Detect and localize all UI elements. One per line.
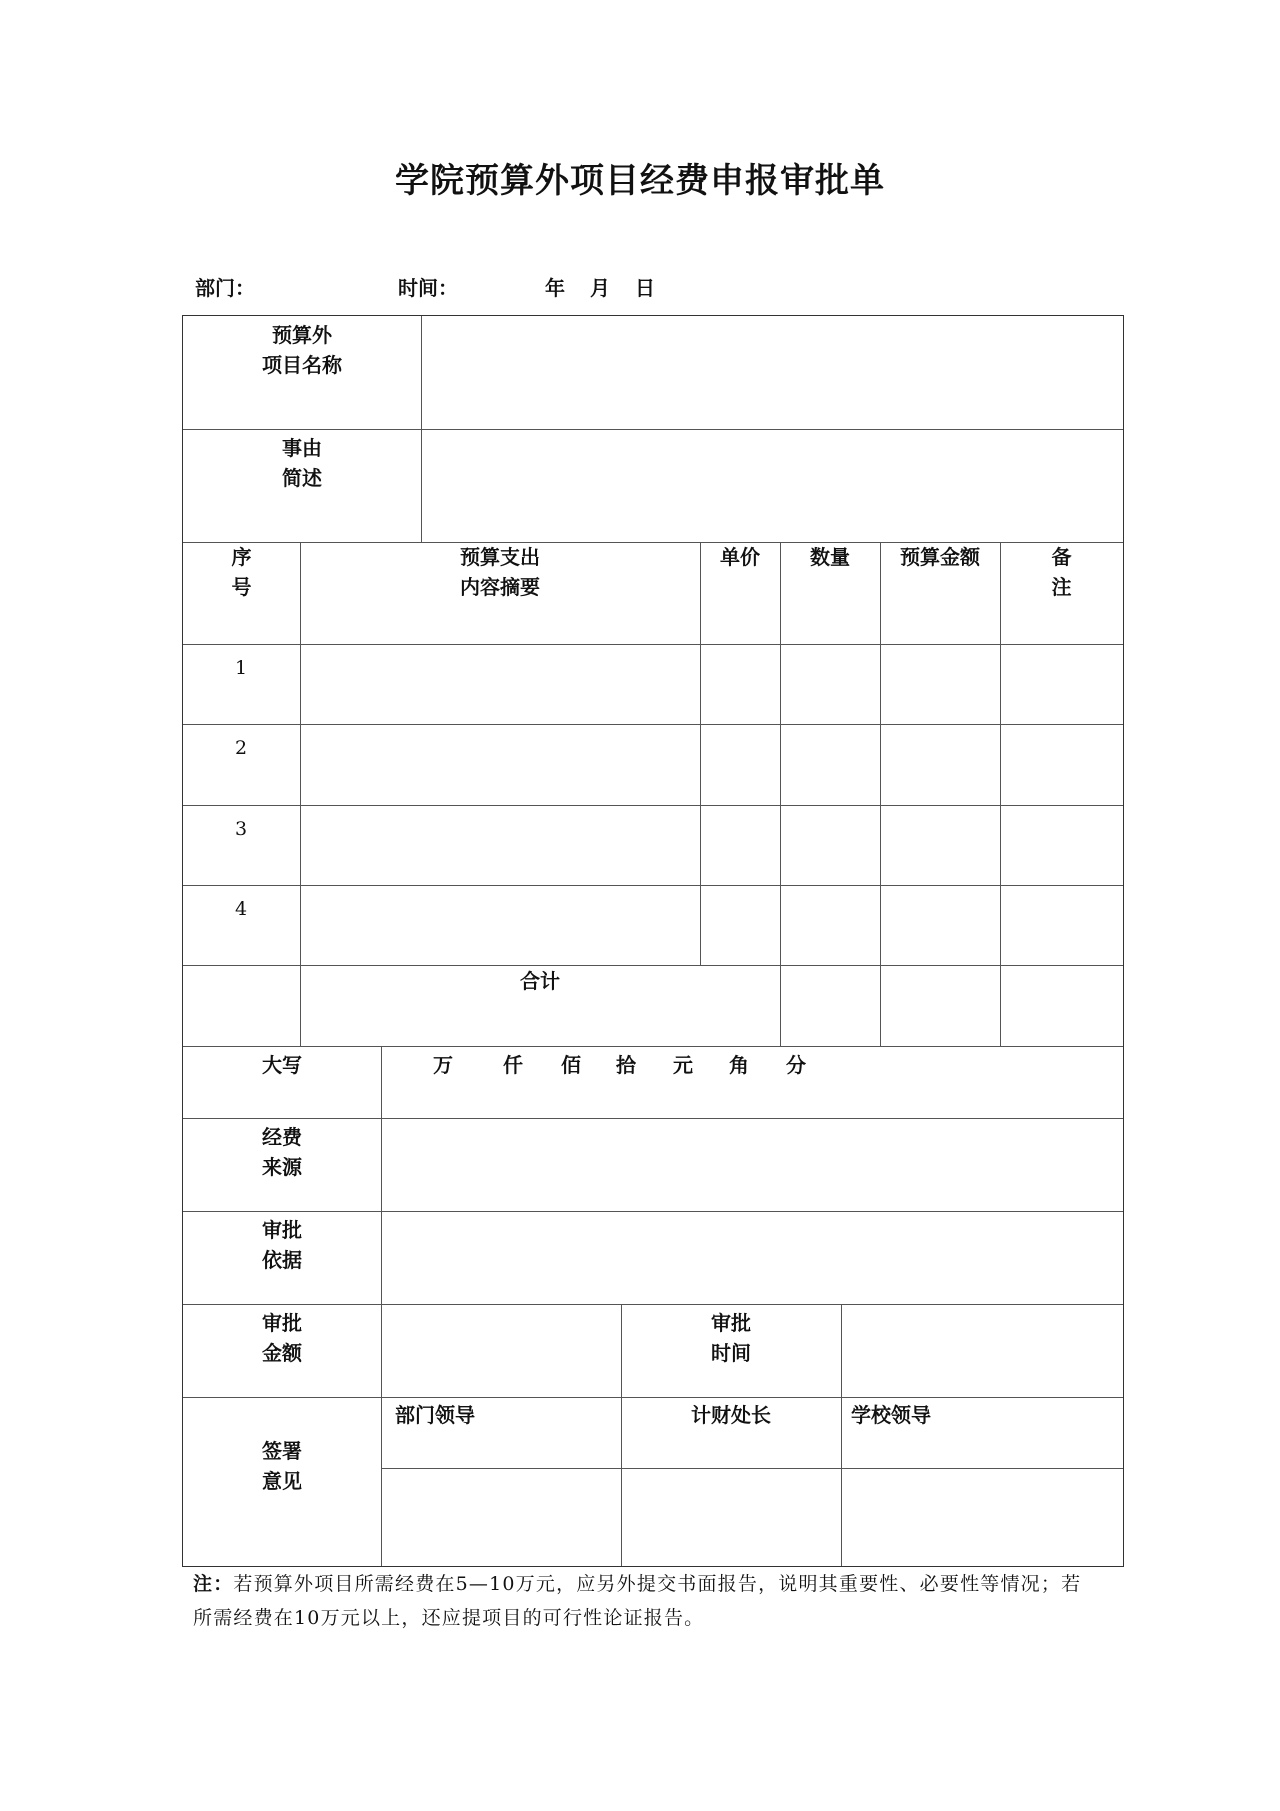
capital-label: 大写 [262, 1053, 302, 1077]
capital-unit: 拾 [616, 1053, 636, 1077]
label-line: 金额 [262, 1341, 302, 1365]
quantity-header: 数量 [810, 545, 850, 569]
approval-basis-field[interactable] [382, 1212, 1122, 1304]
row-divider [183, 1046, 1123, 1047]
label-line: 号 [231, 575, 252, 599]
approval-form [182, 315, 1124, 1567]
capital-unit: 仟 [503, 1053, 523, 1077]
finance-head-label: 计财处长 [691, 1403, 771, 1427]
capital-unit: 角 [729, 1053, 749, 1077]
label-line: 序 [231, 545, 252, 569]
label-line: 签署 [262, 1439, 302, 1463]
label-line: 经费 [262, 1125, 302, 1149]
index-header [183, 542, 300, 602]
item-number: 2 [234, 737, 248, 759]
capital-unit: 万 [433, 1053, 453, 1077]
funding-source-label [183, 1122, 381, 1182]
time-label: 时间： [398, 276, 458, 300]
col-divider [1000, 542, 1001, 1046]
school-leader-signature-field[interactable] [842, 1469, 1122, 1565]
signature-label [183, 1436, 381, 1496]
label-line: 审批 [262, 1218, 302, 1242]
col-divider [880, 542, 881, 1046]
label-line: 注 [1051, 575, 1072, 599]
row-divider [183, 1397, 1123, 1398]
reason-label [183, 433, 421, 493]
footnote-text: 若预算外项目所需经费在5—10万元，应另外提交书面报告，说明其重要性、必要性等情况；若所需经费在10万元以上，还应提项目的可行性论证报告。 [193, 1573, 1082, 1629]
unit-price-header: 单价 [720, 545, 760, 569]
row-divider [183, 885, 1123, 886]
approval-basis-label [183, 1215, 381, 1275]
project-name-field[interactable] [422, 316, 1122, 429]
day-label: 日 [635, 276, 655, 300]
item-number: 4 [234, 898, 248, 920]
finance-head-signature-field[interactable] [622, 1469, 841, 1565]
school-leader-label: 学校领导 [851, 1403, 931, 1427]
page-title: 学院预算外项目经费申报审批单 [395, 161, 885, 201]
col-divider [780, 542, 781, 1046]
item-number: 3 [234, 818, 248, 840]
item-number: 1 [234, 657, 248, 679]
content-header [300, 542, 700, 602]
row-divider [183, 724, 1123, 725]
footnote [193, 1567, 1093, 1635]
label-line: 审批 [262, 1311, 302, 1335]
reason-field[interactable] [422, 430, 1122, 542]
label-line: 内容摘要 [460, 575, 540, 599]
project-name-label [183, 320, 421, 380]
label-line: 预算外 [272, 323, 332, 347]
total-label: 合计 [520, 969, 560, 993]
month-label: 月 [590, 276, 610, 300]
capital-unit: 佰 [561, 1053, 581, 1077]
row-divider [183, 805, 1123, 806]
col-divider [700, 542, 701, 965]
row-divider [183, 644, 1123, 645]
amount-header: 预算金额 [900, 545, 980, 569]
label-line: 备 [1051, 545, 1072, 569]
dept-leader-signature-field[interactable] [382, 1469, 621, 1565]
approved-amount-label [183, 1308, 381, 1368]
label-line: 项目名称 [262, 353, 342, 377]
label-line: 审批 [711, 1311, 751, 1335]
approved-time-label [621, 1308, 841, 1368]
capital-unit: 分 [786, 1053, 806, 1077]
capital-unit: 元 [673, 1053, 693, 1077]
funding-source-field[interactable] [382, 1119, 1122, 1211]
label-line: 事由 [282, 436, 322, 460]
approved-amount-field[interactable] [382, 1305, 621, 1397]
year-label: 年 [545, 276, 565, 300]
label-line: 预算支出 [460, 545, 540, 569]
label-line: 时间 [711, 1341, 751, 1365]
label-line: 简述 [282, 466, 322, 490]
remark-header [1000, 542, 1123, 602]
dept-label: 部门： [195, 276, 255, 300]
footnote-prefix: 注： [193, 1573, 234, 1595]
label-line: 依据 [262, 1248, 302, 1272]
label-line: 意见 [262, 1469, 302, 1493]
approved-time-field[interactable] [842, 1305, 1122, 1397]
label-line: 来源 [262, 1155, 302, 1179]
dept-leader-label: 部门领导 [395, 1403, 475, 1427]
